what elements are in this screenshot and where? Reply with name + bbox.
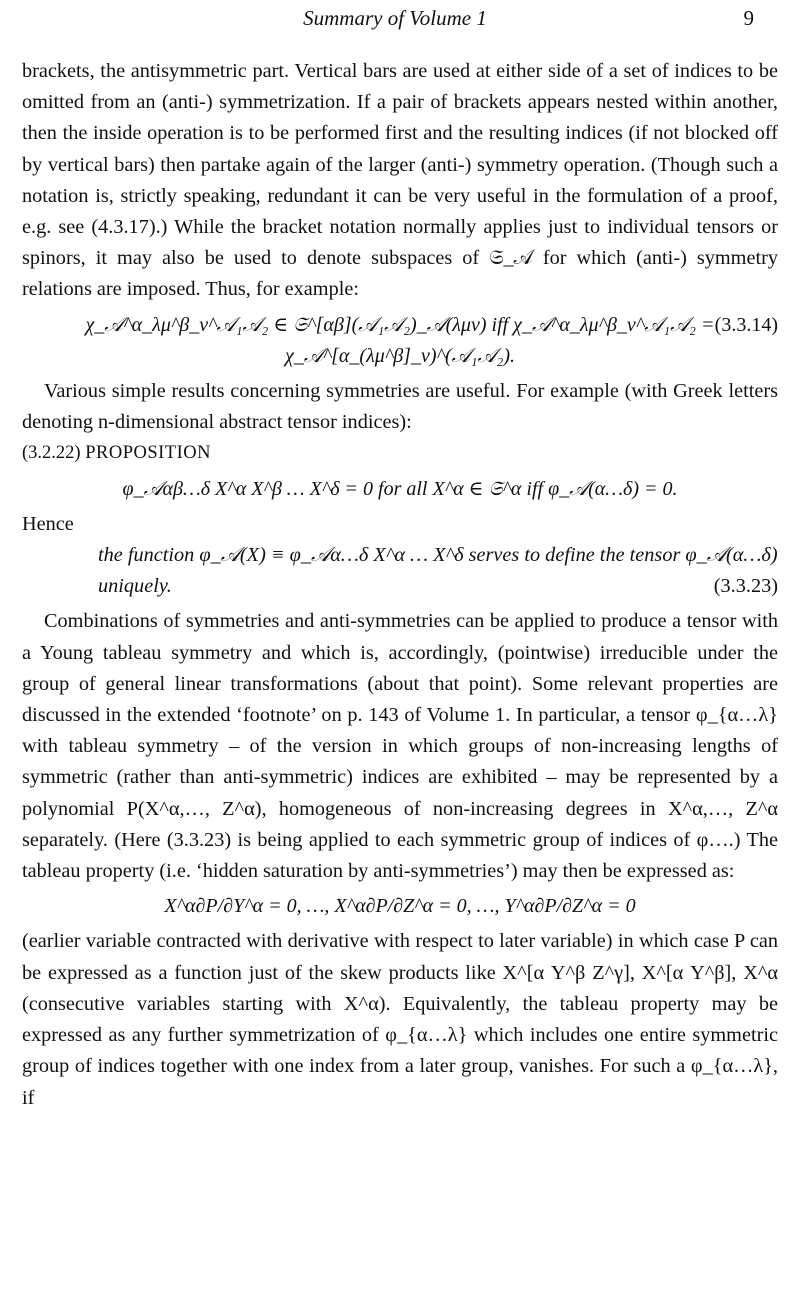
hence-statement-text: the function φ_𝒜(X) ≡ φ_𝒜α…δ X^α … X^δ serves to define the tensor φ_𝒜(α…δ) uniquely.	[98, 544, 778, 598]
page-number: 9	[743, 6, 754, 30]
equation-number: (3.3.14)	[714, 313, 778, 336]
tableau-relations-equation: X^α∂P/∂Y^α = 0, …, X^α∂P/∂Z^α = 0, …, Y^α∂P/∂Z^α = 0	[164, 895, 636, 918]
tableau-relations	[22, 891, 778, 922]
equation-3-3-14	[22, 310, 778, 372]
paragraph-brackets: brackets, the antisymmetric part. Vertical bars are used at either side of a set of indices to be omitted from an (anti-) symmetrization. If a pair of brackets appears nested within another, then the inside operation is to be performed first and the resulting indices (if not blocked off by vertical bars) then partake again of the larger (anti-) symmetry operation. (Though such a notation is, strictly speaking, redundant it can be very useful in the formulation of a proof, e.g. see (4.3.17).) While the bracket notation normally applies just to individual tensors or spinors, it may also be used to denote subspaces of 𝔖_𝒜 for which (anti-) symmetry relations are imposed. Thus, for example:	[22, 60, 778, 301]
paragraph-simple-results: Various simple results concerning symmetries are useful. For example (with Greek letters denoting n-dimensional abstract tensor indices):	[22, 380, 778, 434]
page-header	[22, 6, 768, 36]
body-text	[22, 56, 778, 1114]
running-head: Summary of Volume 1	[303, 6, 487, 30]
hence-statement	[22, 540, 778, 602]
proposition-number: (3.2.22)	[22, 443, 81, 464]
paragraph-earlier-variable: (earlier variable contracted with derivative with respect to later variable) in which case P can be expressed as a function just of the skew products like X^[α Y^β Z^γ], X^[α Y^β], X^α (consecutive variables starting with X^α). Equivalently, the tableau property may be expressed as any further symmetrization of φ_{α…λ} which includes one entire symmetric group of indices together with one index from a later group, vanishes. For such a φ_{α…λ}, if	[22, 930, 778, 1109]
proposition-equation: φ_𝒜αβ…δ X^α X^β … X^δ = 0 for all X^α ∈ 𝔖^α iff φ_𝒜(α…δ) = 0.	[122, 477, 678, 500]
proposition-statement	[22, 474, 778, 505]
proposition-label: PROPOSITION	[85, 443, 211, 464]
proposition-heading	[22, 438, 778, 469]
hence-label: Hence	[22, 512, 74, 535]
equation-number-3-3-23: (3.3.23)	[713, 575, 778, 598]
equation-3-3-14-body: χ_𝒜^α_λμ^β_ν^𝒜₁𝒜₂ ∈ 𝔖^[αβ](𝒜₁𝒜₂)_𝒜(λμν) iff χ_𝒜^α_λμ^β_ν^𝒜₁𝒜₂ = χ_𝒜^[α_(λμ^β]_ν)^(𝒜₁𝒜₂).	[85, 313, 715, 367]
paragraph-combinations: Combinations of symmetries and anti-symmetries can be applied to produce a tensor with a Young tableau symmetry and which is, accordingly, (pointwise) irreducible under the group of general linear transformations (about that point). Some relevant properties are discussed in the extended ‘footnote’ on p. 143 of Volume 1. In particular, a tensor φ_{α…λ} with tableau symmetry – of the version in which groups of non-increasing lengths of symmetric (rather than anti-symmetric) indices are exhibited – may be represented by a polynomial P(X^α,…, Z^α), homogeneous of non-increasing degrees in X^α,…, Z^α separately. (Here (3.3.23) is being applied to each symmetric group of indices of φ….) The tableau property (i.e. ‘hidden saturation by anti-symmetries’) may then be expressed as:	[22, 610, 778, 883]
